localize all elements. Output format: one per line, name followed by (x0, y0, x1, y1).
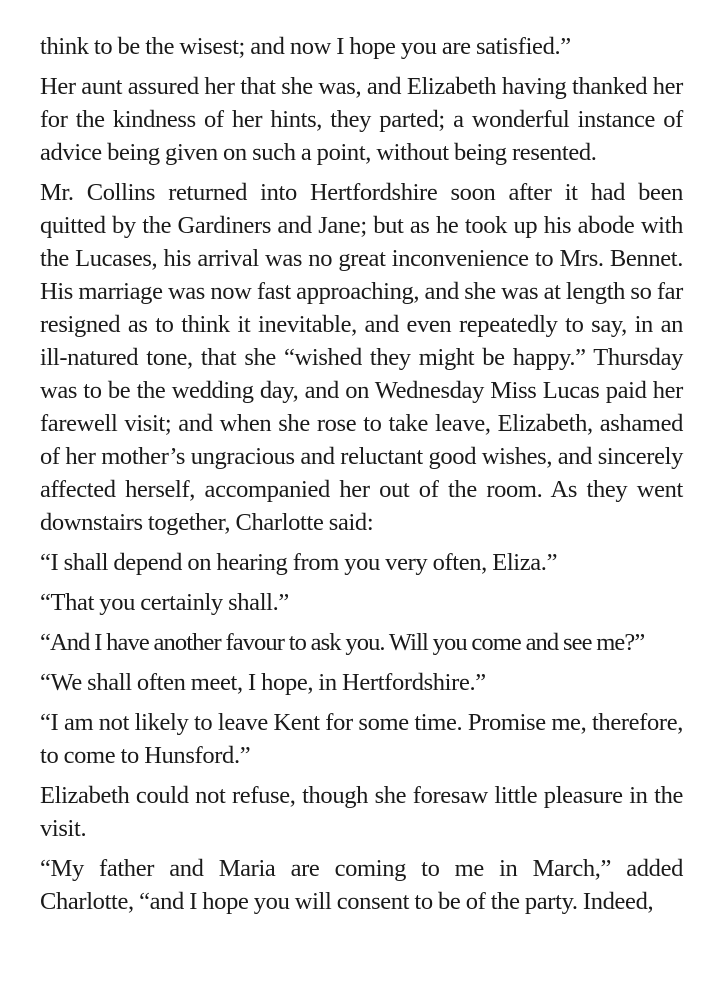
paragraph-2: Her aunt assured her that she was, and Elizabeth having thanked her for the kindness of her hints, they parted; a wonderful instance of advice being given on such a point, without being resented. (40, 73, 683, 166)
paragraph-3: Mr. Collins returned into Hertfordshire soon after it had been quitted by the Gardiners and Jane; but as he took up his abode with the Lucases, his arrival was no great inconvenience to Mrs. Bennet. His marriage was now fast approaching, and she was at length so far resigned as to think it inevitable, and even repeatedly to say, in an ill-natured tone, that she “wished they might be happy.” Thursday was to be the wedding day, and on Wednesday Miss Lucas paid her farewell visit; and when she rose to take leave, Elizabeth, ashamed of her mother’s ungracious and reluctant good wishes, and sincerely affected herself, accompanied her out of the room. As they went downstairs together, Charlotte said: (40, 179, 683, 536)
paragraph-10: “My father and Maria are coming to me in March,” added Charlotte, “and I hope you will consent to be of the party. Indeed, (40, 855, 683, 915)
paragraph-9: Elizabeth could not refuse, though she foresaw little pleasure in the visit. (40, 782, 683, 842)
paragraph-8: “I am not likely to leave Kent for some time. Promise me, therefore, to come to Hunsford.” (40, 709, 683, 769)
paragraph-5: “That you certainly shall.” (40, 589, 289, 616)
paragraph-7: “We shall often meet, I hope, in Hertfordshire.” (40, 669, 486, 696)
paragraph-6: “And I have another favour to ask you. Will you come and see me?” (40, 629, 645, 656)
book-page (40, 30, 683, 925)
paragraph-1: think to be the wisest; and now I hope you are satisfied.” (40, 33, 571, 60)
paragraph-4: “I shall depend on hearing from you very often, Eliza.” (40, 549, 558, 576)
